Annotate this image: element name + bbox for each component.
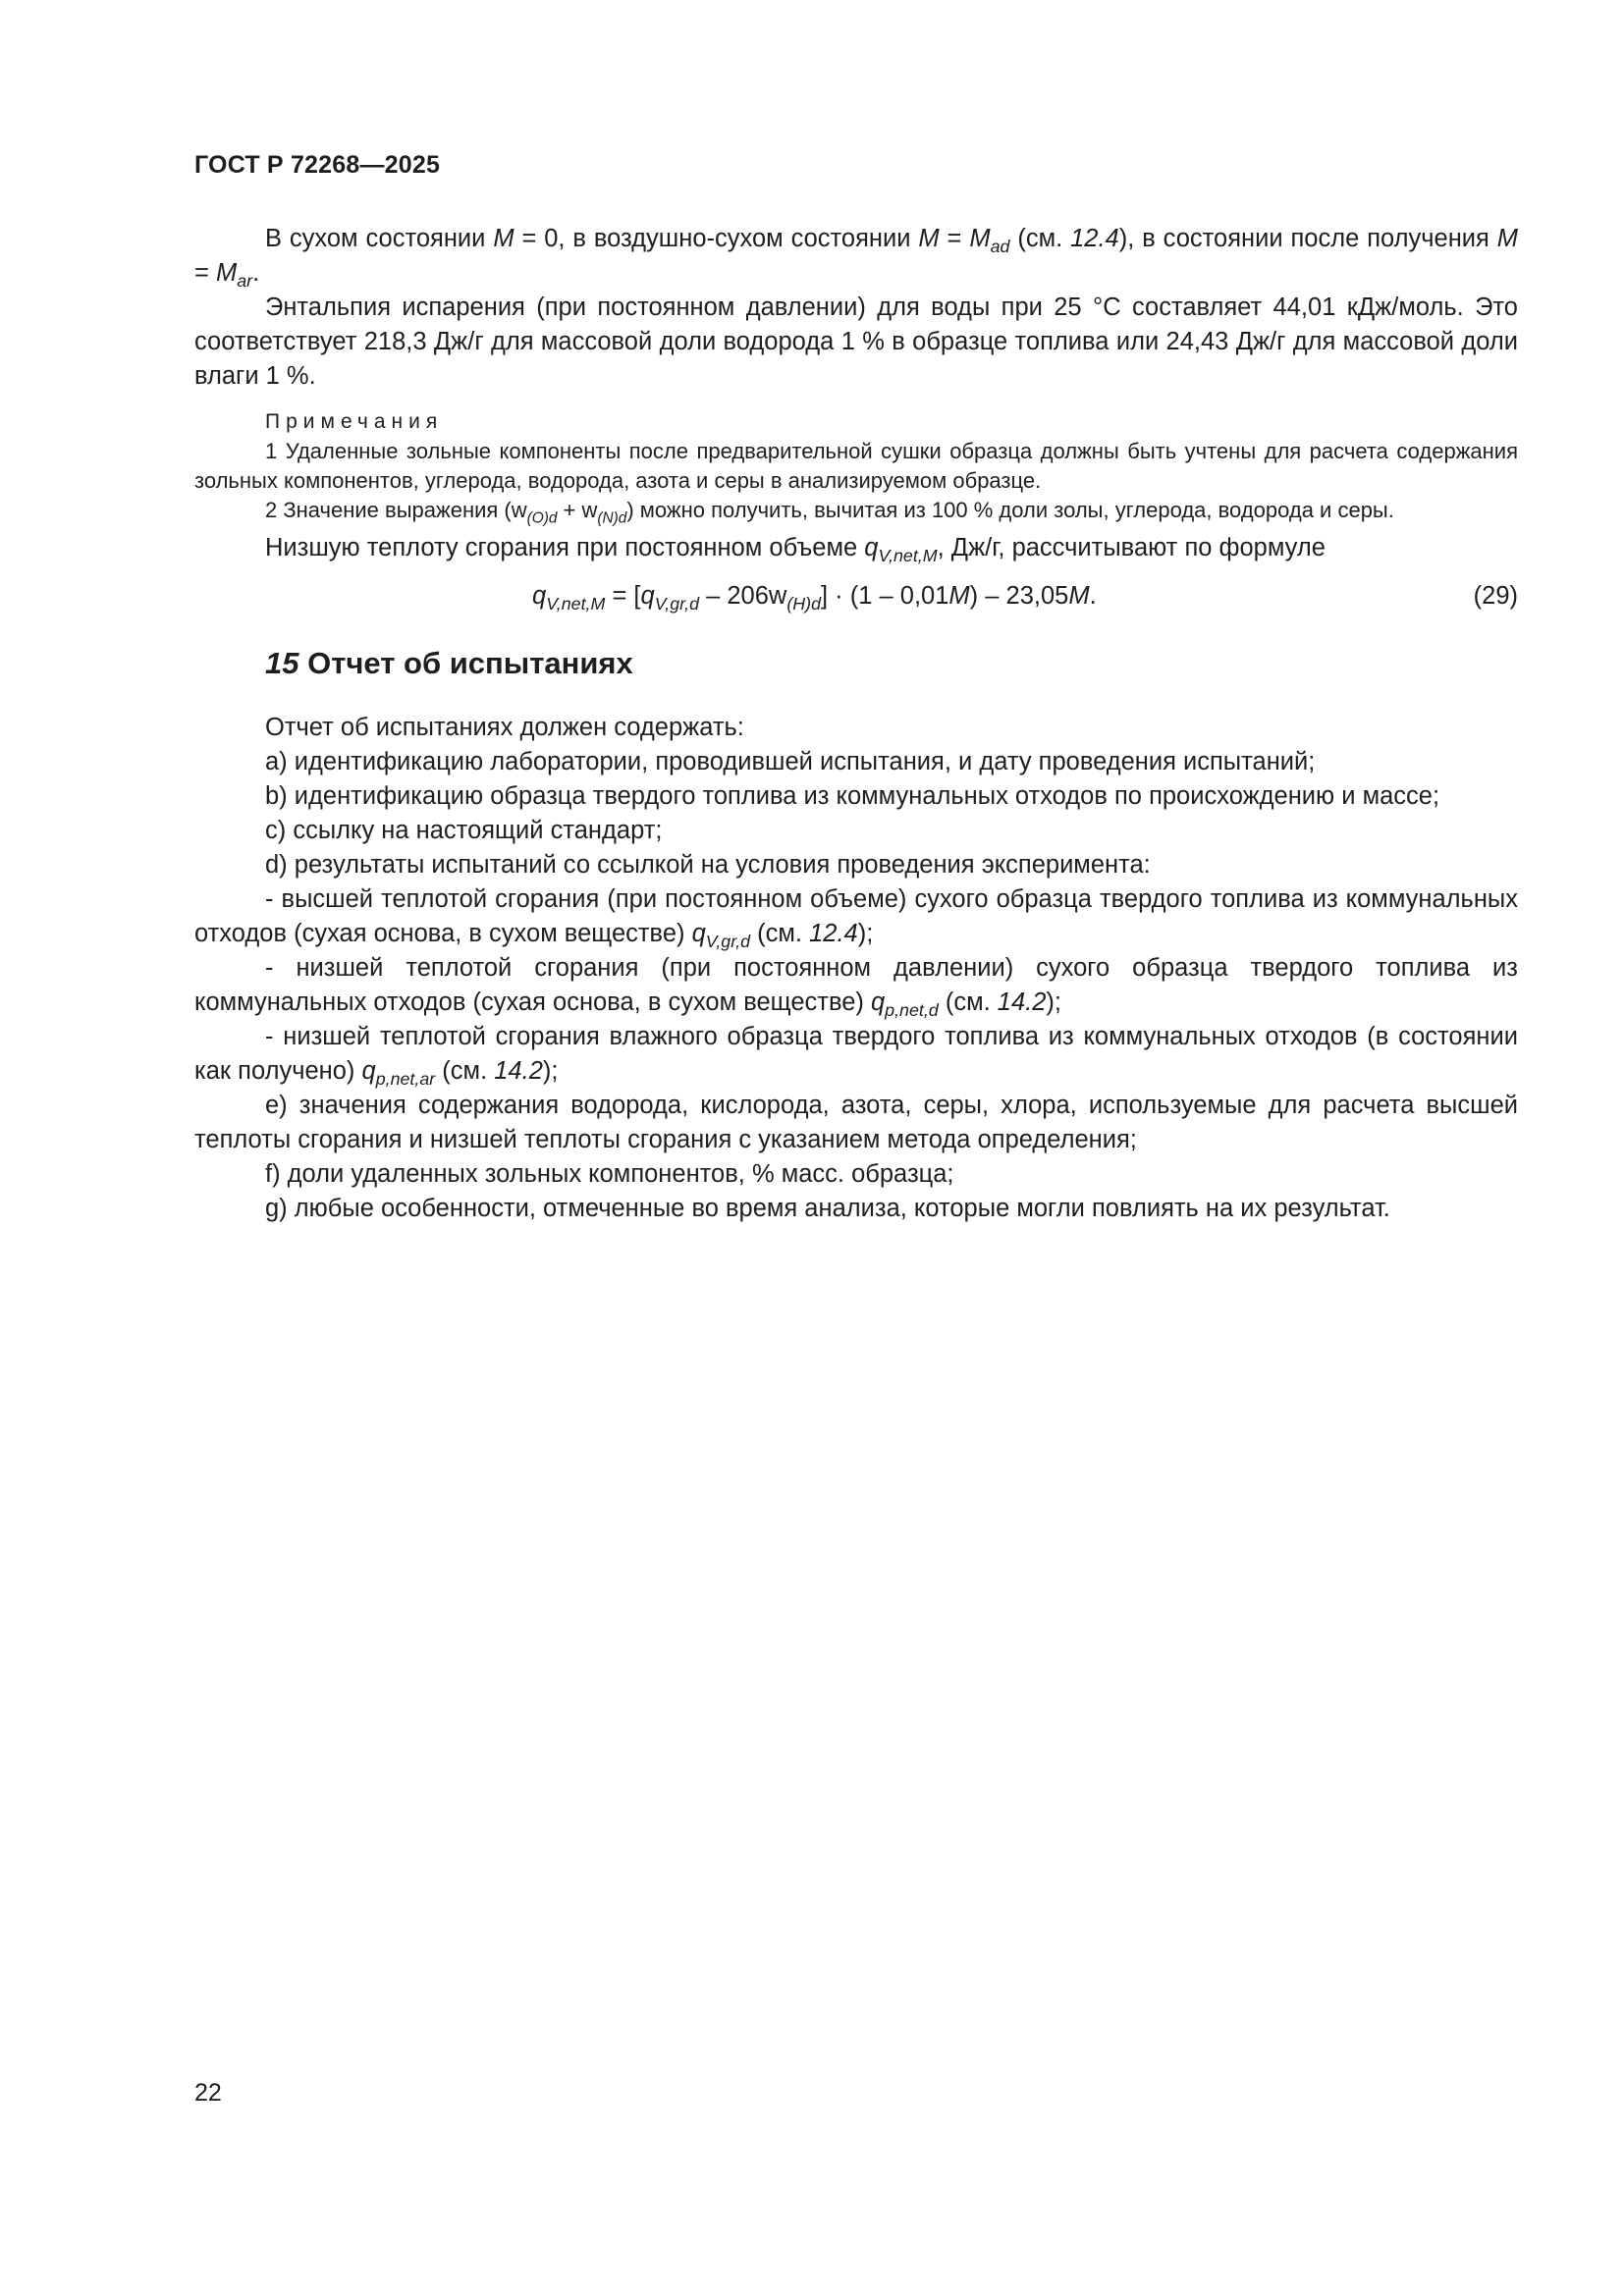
formula-29 bbox=[194, 571, 1518, 622]
report-item-d: d) результаты испытаний со ссылкой на условия проведения эксперимента: bbox=[265, 851, 1151, 879]
net-calorific-intro: Низшую теплоту сгорания при постоянном объеме $q_{V,net,M}$, Дж/г, рассчитывают по формуле bbox=[265, 534, 1326, 566]
section-title: Отчет об испытаниях bbox=[298, 646, 633, 680]
notes-heading: Примечания bbox=[265, 410, 444, 433]
report-item-g: g) любые особенности, отмеченные во время анализа, которые могли повлиять на их результат. bbox=[265, 1195, 1390, 1222]
section-heading bbox=[194, 644, 1518, 683]
notes-block bbox=[194, 407, 1518, 525]
document-header: ГОСТ Р 72268—2025 bbox=[194, 151, 441, 179]
report-intro: Отчет об испытаниях должен содержать: bbox=[265, 714, 744, 741]
moisture-states-paragraph: В сухом состоянии M = 0, в воздушно-сухом состоянии $M = M_{ad}$ (см. 12.4), в состоянии после получения $M = M_{ar}$. bbox=[194, 225, 1518, 292]
note-2: 2 Значение выражения $(w_{(O)d} + w_{(N)d})$ можно получить, вычитая из 100 % доли золы, углерода, водорода и серы. bbox=[265, 498, 1394, 527]
report-item-c: c) ссылку на настоящий стандарт; bbox=[265, 817, 663, 844]
note-1: 1 Удаленные зольные компоненты после предварительной сушки образца должны быть учтены для расчета содержания зольных компонентов, углерода, водорода, азота и серы в анализируемом образце. bbox=[194, 439, 1518, 493]
enthalpy-paragraph: Энтальпия испарения (при постоянном давлении) для воды при 25 °С составляет 44,01 кДж/моль. Это соответствует 218,3 Дж/г для массовой доли водорода 1 % в образце топлива или 24,43 Дж/г для массовой доли влаги 1 %. bbox=[194, 294, 1518, 390]
report-item-b: b) идентификацию образца твердого топлива из коммунальных отходов по происхождению и массе; bbox=[265, 782, 1440, 810]
report-item-d1: - высшей теплотой сгорания (при постоянном объеме) сухого образца твердого топлива из коммунальных отходов (сухая основа, в сухом веществе) $q_{V,gr,d}$ (см. 12.4); bbox=[194, 885, 1518, 952]
document-body bbox=[194, 222, 1518, 1226]
report-item-d2: - низшей теплотой сгорания (при постоянном давлении) сухого образца твердого топлива из коммунальных отходов (сухая основа, в сухом веществе) $q_{p,net,d}$ (см. 14.2); bbox=[194, 954, 1518, 1021]
equation-number: (29) bbox=[1473, 582, 1518, 610]
formula-expression: $q_{V,net,M} = [q_{V,gr,d} - 206w_{(H)d}] \cdot (1 - 0,01M) - 23,05M$. bbox=[532, 582, 1097, 614]
report-item-f: f) доли удаленных зольных компонентов, % масс. образца; bbox=[265, 1160, 954, 1188]
report-item-e: е) значения содержания водорода, кислорода, азота, серы, хлора, используемые для расчета высшей теплоты сгорания и низшей теплоты сгорания с указанием метода определения; bbox=[194, 1092, 1518, 1153]
report-item-a: а) идентификацию лаборатории, проводившей испытания, и дату проведения испытаний; bbox=[265, 748, 1316, 775]
report-item-d3: - низшей теплотой сгорания влажного образца твердого топлива из коммунальных отходов (в состоянии как получено) $q_{p,net,ar}$ (см. 14.2); bbox=[194, 1023, 1518, 1090]
section-number: 15 bbox=[265, 646, 299, 680]
page-number: 22 bbox=[194, 2079, 222, 2107]
